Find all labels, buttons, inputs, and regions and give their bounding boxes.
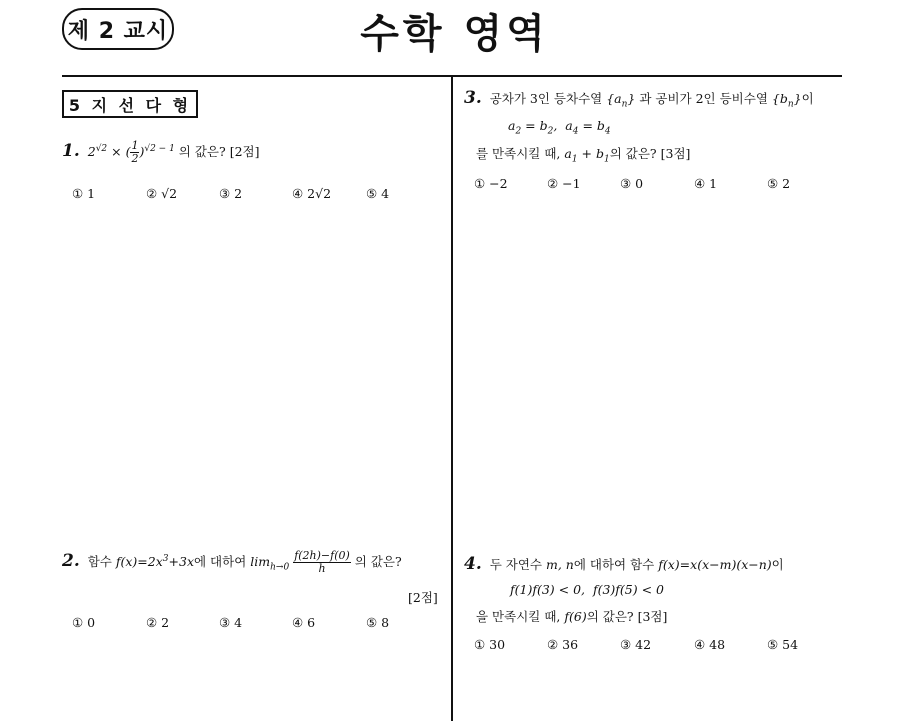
math-expression: f(6) [564, 609, 587, 624]
math-sequence: $\{a_n\}$ [606, 91, 636, 110]
choice[interactable]: ① 1 [72, 186, 96, 201]
choice[interactable]: ③ 4 [219, 615, 243, 630]
choice[interactable]: ① 30 [474, 637, 506, 652]
question-1 [62, 140, 259, 165]
choice[interactable]: ④ 48 [694, 637, 726, 652]
math-variables: m, n [546, 557, 574, 572]
choice[interactable]: ③ 42 [620, 637, 652, 652]
choice[interactable]: ③ 2 [219, 186, 243, 201]
question-text: 과 공비가 2인 등비수열 [639, 91, 768, 106]
choices-q1 [72, 186, 432, 202]
choice[interactable]: ⑤ 2 [767, 176, 791, 191]
choices-q4 [474, 637, 834, 653]
question-points: [3점] [637, 609, 668, 624]
math-condition: f(1)f(3) < 0, f(3)f(5) < 0 [510, 582, 664, 597]
choice[interactable]: ② −1 [547, 176, 581, 191]
question-points: [2점] [408, 590, 438, 605]
choices-q3 [474, 176, 834, 192]
choice[interactable]: ④ 2√2 [292, 186, 332, 201]
question-text: 이 [801, 91, 814, 106]
question-2 [62, 550, 402, 575]
math-sequence: $\{b_n\}$ [771, 91, 802, 110]
math-expression: $a_1 + b_1$ [564, 146, 610, 165]
question-text: 의 값은? [609, 146, 657, 161]
question-text: 이 [771, 557, 784, 572]
question-number: 1. [62, 141, 80, 162]
question-text: 의 값은? [586, 609, 634, 624]
question-text: 에 대하여 함수 [573, 557, 655, 572]
column-divider [451, 77, 453, 721]
choice[interactable]: ④ 1 [694, 176, 718, 191]
choice[interactable]: ① 0 [72, 615, 96, 630]
question-number: 3. [464, 88, 482, 108]
question-text: 공차가 3인 등차수열 [489, 91, 603, 106]
question-points: [2점] [229, 144, 260, 160]
question-number: 4. [464, 554, 482, 574]
math-function: f(x)=x(x−m)(x−n) [658, 557, 772, 572]
choice[interactable]: ④ 6 [292, 615, 316, 630]
question-text: 함수 [87, 554, 112, 570]
math-function: $f(x)=2x^3+3x$ [115, 553, 194, 570]
choice[interactable]: ③ 0 [620, 176, 644, 191]
question-4 [464, 556, 784, 573]
choice[interactable]: ⑤ 4 [366, 186, 390, 201]
session-badge: 제 2 교시 [62, 8, 174, 50]
question-text: 두 자연수 [489, 557, 543, 572]
question-3 [464, 90, 814, 110]
math-condition: $a_2 = b_2$, $a_4 = b_4$ [508, 118, 611, 137]
math-expression: $2^{√2}$ × ( $\frac{1}{2}$ )$^{√2 - 1}$ [87, 139, 175, 166]
choice[interactable]: ② 36 [547, 637, 579, 652]
choice[interactable]: ① −2 [474, 176, 508, 191]
math-limit: $\lim_{h\to 0}$ [250, 554, 290, 573]
question-text: 의 값은? [354, 554, 402, 570]
question-3-line3 [476, 148, 690, 165]
math-fraction: $\frac{f(2h)-f(0)}{h}$ [294, 549, 350, 576]
question-text: 에 대하여 [194, 554, 247, 570]
question-4-line3 [476, 611, 667, 624]
choice[interactable]: ⑤ 8 [366, 615, 390, 630]
question-text: 을 만족시킬 때, [476, 609, 561, 624]
page-title: 수학 영역 [360, 11, 549, 57]
choice[interactable]: ⑤ 54 [767, 637, 799, 652]
question-text: 의 값은? [178, 144, 226, 160]
choices-q2 [72, 615, 432, 631]
choice[interactable]: ② 2 [146, 615, 170, 630]
question-points: [3점] [660, 146, 691, 161]
question-type-label: 5 지 선 다 형 [62, 90, 198, 118]
question-number: 2. [62, 551, 80, 572]
question-text: 를 만족시킬 때, [476, 146, 561, 161]
choice[interactable]: ② √2 [146, 186, 178, 201]
